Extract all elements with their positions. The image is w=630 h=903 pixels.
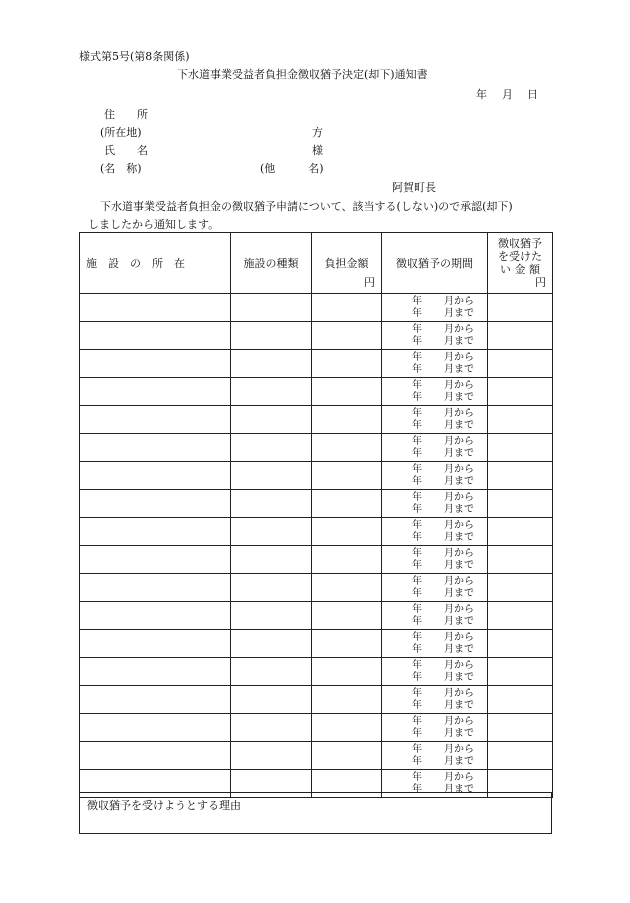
period-year-label: 年 (412, 296, 422, 307)
cell-deferred-amount[interactable] (488, 322, 553, 350)
cell-location[interactable] (80, 742, 231, 770)
period-to-label: 月まで (444, 756, 474, 767)
cell-location[interactable] (80, 294, 231, 322)
cell-period[interactable] (382, 630, 488, 658)
date-day-label: 日 (527, 88, 538, 101)
period-to-label: 月まで (444, 672, 474, 683)
period-to-label: 月まで (444, 588, 474, 599)
cell-type[interactable] (231, 350, 312, 378)
table-header-row (80, 233, 553, 294)
cell-location[interactable] (80, 574, 231, 602)
cell-period[interactable] (382, 322, 488, 350)
cell-type[interactable] (231, 406, 312, 434)
period-year-label: 年 (412, 784, 422, 795)
period-year-label: 年 (412, 644, 422, 655)
table-row (80, 434, 553, 462)
period-to-label: 月まで (444, 364, 474, 375)
period-to-label: 月まで (444, 504, 474, 515)
cell-location[interactable] (80, 546, 231, 574)
cell-deferred-amount[interactable] (488, 378, 553, 406)
cell-period[interactable] (382, 378, 488, 406)
cell-amount[interactable] (312, 434, 382, 462)
period-from-label: 月から (444, 464, 474, 475)
period-year-label: 年 (412, 408, 422, 419)
cell-amount[interactable] (312, 350, 382, 378)
cell-type[interactable] (231, 714, 312, 742)
cell-location[interactable] (80, 378, 231, 406)
period-year-label: 年 (412, 576, 422, 587)
deferral-table (79, 232, 553, 798)
cell-period[interactable] (382, 686, 488, 714)
cell-type[interactable] (231, 378, 312, 406)
cell-period[interactable] (382, 742, 488, 770)
period-to-label: 月まで (444, 784, 474, 795)
cell-type[interactable] (231, 462, 312, 490)
period-year-label: 年 (412, 324, 422, 335)
cell-location[interactable] (80, 630, 231, 658)
cell-period[interactable] (382, 434, 488, 462)
period-to-label: 月まで (444, 616, 474, 627)
reason-box[interactable] (79, 792, 552, 834)
cell-type[interactable] (231, 630, 312, 658)
cell-deferred-amount[interactable] (488, 294, 553, 322)
cell-type[interactable] (231, 686, 312, 714)
cell-deferred-amount[interactable] (488, 546, 553, 574)
cell-type[interactable] (231, 602, 312, 630)
others-label: (他 名) (260, 162, 324, 175)
period-to-label: 月まで (444, 476, 474, 487)
period-year-label: 年 (412, 616, 422, 627)
period-year-label: 年 (412, 744, 422, 755)
cell-type[interactable] (231, 518, 312, 546)
date-month-label: 月 (502, 88, 513, 101)
period-year-label: 年 (412, 420, 422, 431)
table-row (80, 518, 553, 546)
cell-deferred-amount[interactable] (488, 490, 553, 518)
cell-amount[interactable] (312, 378, 382, 406)
cell-amount[interactable] (312, 490, 382, 518)
period-year-label: 年 (412, 716, 422, 727)
header-amount: 負担金額 円 (312, 233, 382, 294)
period-to-label: 月まで (444, 392, 474, 403)
cell-period[interactable] (382, 658, 488, 686)
cell-deferred-amount[interactable] (488, 462, 553, 490)
period-year-label: 年 (412, 476, 422, 487)
period-year-label: 年 (412, 392, 422, 403)
period-to-label: 月まで (444, 448, 474, 459)
cell-location[interactable] (80, 518, 231, 546)
cell-amount[interactable] (312, 518, 382, 546)
period-to-label: 月まで (444, 728, 474, 739)
cell-period[interactable] (382, 406, 488, 434)
cell-amount[interactable] (312, 686, 382, 714)
period-to-label: 月まで (444, 532, 474, 543)
header-deferred-unit: 円 (535, 276, 546, 289)
period-from-label: 月から (444, 716, 474, 727)
cell-deferred-amount[interactable] (488, 574, 553, 602)
period-to-label: 月まで (444, 420, 474, 431)
period-year-label: 年 (412, 672, 422, 683)
cell-period[interactable] (382, 574, 488, 602)
period-year-label: 年 (412, 660, 422, 671)
table-row (80, 658, 553, 686)
period-from-label: 月から (444, 744, 474, 755)
table-row (80, 686, 553, 714)
cell-type[interactable] (231, 490, 312, 518)
name-label: 氏 名 (104, 144, 148, 157)
period-to-label: 月まで (444, 308, 474, 319)
period-year-label: 年 (412, 700, 422, 711)
cell-amount[interactable] (312, 630, 382, 658)
period-year-label: 年 (412, 352, 422, 363)
period-from-label: 月から (444, 380, 474, 391)
cell-location[interactable] (80, 658, 231, 686)
table-row (80, 630, 553, 658)
cell-location[interactable] (80, 686, 231, 714)
sender-mayor: 阿賀町長 (392, 181, 436, 194)
cell-deferred-amount[interactable] (488, 518, 553, 546)
period-year-label: 年 (412, 604, 422, 615)
cell-amount[interactable] (312, 742, 382, 770)
cell-period[interactable] (382, 350, 488, 378)
table-row (80, 378, 553, 406)
period-year-label: 年 (412, 492, 422, 503)
cell-location[interactable] (80, 490, 231, 518)
body-text-line2: しましたから通知します。 (88, 218, 220, 231)
cell-type[interactable] (231, 658, 312, 686)
cell-deferred-amount[interactable] (488, 602, 553, 630)
period-from-label: 月から (444, 436, 474, 447)
period-year-label: 年 (412, 364, 422, 375)
table-row (80, 294, 553, 322)
period-year-label: 年 (412, 532, 422, 543)
period-from-label: 月から (444, 632, 474, 643)
cell-period[interactable] (382, 490, 488, 518)
period-year-label: 年 (412, 772, 422, 783)
period-from-label: 月から (444, 352, 474, 363)
period-year-label: 年 (412, 336, 422, 347)
table-row (80, 574, 553, 602)
document-title: 下水道事業受益者負担金徴収猶予決定(却下)通知書 (177, 68, 428, 81)
period-year-label: 年 (412, 560, 422, 571)
cell-type[interactable] (231, 574, 312, 602)
period-year-label: 年 (412, 504, 422, 515)
table-row (80, 490, 553, 518)
header-deferred-amount: 徴収猶予 を受けた い 金 額 円 (488, 233, 553, 294)
cell-type[interactable] (231, 322, 312, 350)
cell-period[interactable] (382, 294, 488, 322)
period-year-label: 年 (412, 464, 422, 475)
table-row (80, 742, 553, 770)
cell-amount[interactable] (312, 574, 382, 602)
date-year-label: 年 (476, 88, 487, 101)
period-year-label: 年 (412, 728, 422, 739)
period-to-label: 月まで (444, 700, 474, 711)
address-alt-label: (所在地) (100, 126, 142, 139)
cell-amount[interactable] (312, 602, 382, 630)
period-year-label: 年 (412, 448, 422, 459)
period-year-label: 年 (412, 632, 422, 643)
cell-deferred-amount[interactable] (488, 350, 553, 378)
sama-label: 様 (312, 144, 323, 157)
cell-type[interactable] (231, 546, 312, 574)
period-to-label: 月まで (444, 644, 474, 655)
table-row (80, 350, 553, 378)
cell-location[interactable] (80, 714, 231, 742)
cell-deferred-amount[interactable] (488, 742, 553, 770)
period-from-label: 月から (444, 548, 474, 559)
name-alt-label: (名 称) (100, 162, 142, 175)
cell-deferred-amount[interactable] (488, 658, 553, 686)
cell-deferred-amount[interactable] (488, 434, 553, 462)
period-from-label: 月から (444, 492, 474, 503)
cell-deferred-amount[interactable] (488, 630, 553, 658)
period-year-label: 年 (412, 308, 422, 319)
cell-period[interactable] (382, 602, 488, 630)
table-row (80, 462, 553, 490)
reason-label: 徴収猶予を受けようとする理由 (87, 799, 241, 812)
table-row (80, 546, 553, 574)
header-location: 施 設 の 所 在 (80, 233, 231, 294)
period-from-label: 月から (444, 660, 474, 671)
cell-amount[interactable] (312, 322, 382, 350)
table-row (80, 714, 553, 742)
period-year-label: 年 (412, 756, 422, 767)
cell-period[interactable] (382, 462, 488, 490)
header-period: 徴収猶予の期間 (382, 233, 488, 294)
cell-location[interactable] (80, 434, 231, 462)
period-year-label: 年 (412, 548, 422, 559)
cell-deferred-amount[interactable] (488, 714, 553, 742)
period-year-label: 年 (412, 588, 422, 599)
period-year-label: 年 (412, 688, 422, 699)
period-from-label: 月から (444, 688, 474, 699)
cell-amount[interactable] (312, 546, 382, 574)
period-from-label: 月から (444, 324, 474, 335)
cell-period[interactable] (382, 714, 488, 742)
period-to-label: 月まで (444, 560, 474, 571)
period-year-label: 年 (412, 380, 422, 391)
cell-location[interactable] (80, 406, 231, 434)
cell-amount[interactable] (312, 462, 382, 490)
cell-location[interactable] (80, 462, 231, 490)
period-from-label: 月から (444, 576, 474, 587)
period-from-label: 月から (444, 408, 474, 419)
cell-deferred-amount[interactable] (488, 686, 553, 714)
header-amount-unit: 円 (364, 276, 375, 289)
period-to-label: 月まで (444, 336, 474, 347)
cell-location[interactable] (80, 602, 231, 630)
body-text-line1: 下水道事業受益者負担金の徴収猶予申請について、該当する(しない)ので承認(却下) (100, 200, 513, 213)
cell-type[interactable] (231, 434, 312, 462)
period-from-label: 月から (444, 604, 474, 615)
cell-location[interactable] (80, 350, 231, 378)
cell-deferred-amount[interactable] (488, 406, 553, 434)
cell-amount[interactable] (312, 714, 382, 742)
period-from-label: 月から (444, 296, 474, 307)
cell-period[interactable] (382, 518, 488, 546)
address-label: 住 所 (104, 108, 148, 121)
kata-label: 方 (312, 126, 323, 139)
table-row (80, 602, 553, 630)
cell-location[interactable] (80, 322, 231, 350)
period-from-label: 月から (444, 772, 474, 783)
header-type: 施設の種類 (231, 233, 312, 294)
period-from-label: 月から (444, 520, 474, 531)
table-row (80, 322, 553, 350)
cell-amount[interactable] (312, 658, 382, 686)
form-number: 様式第5号(第8条関係) (79, 50, 190, 63)
cell-type[interactable] (231, 742, 312, 770)
cell-amount[interactable] (312, 294, 382, 322)
period-year-label: 年 (412, 436, 422, 447)
cell-amount[interactable] (312, 406, 382, 434)
cell-type[interactable] (231, 294, 312, 322)
period-year-label: 年 (412, 520, 422, 531)
cell-period[interactable] (382, 546, 488, 574)
table-row (80, 406, 553, 434)
